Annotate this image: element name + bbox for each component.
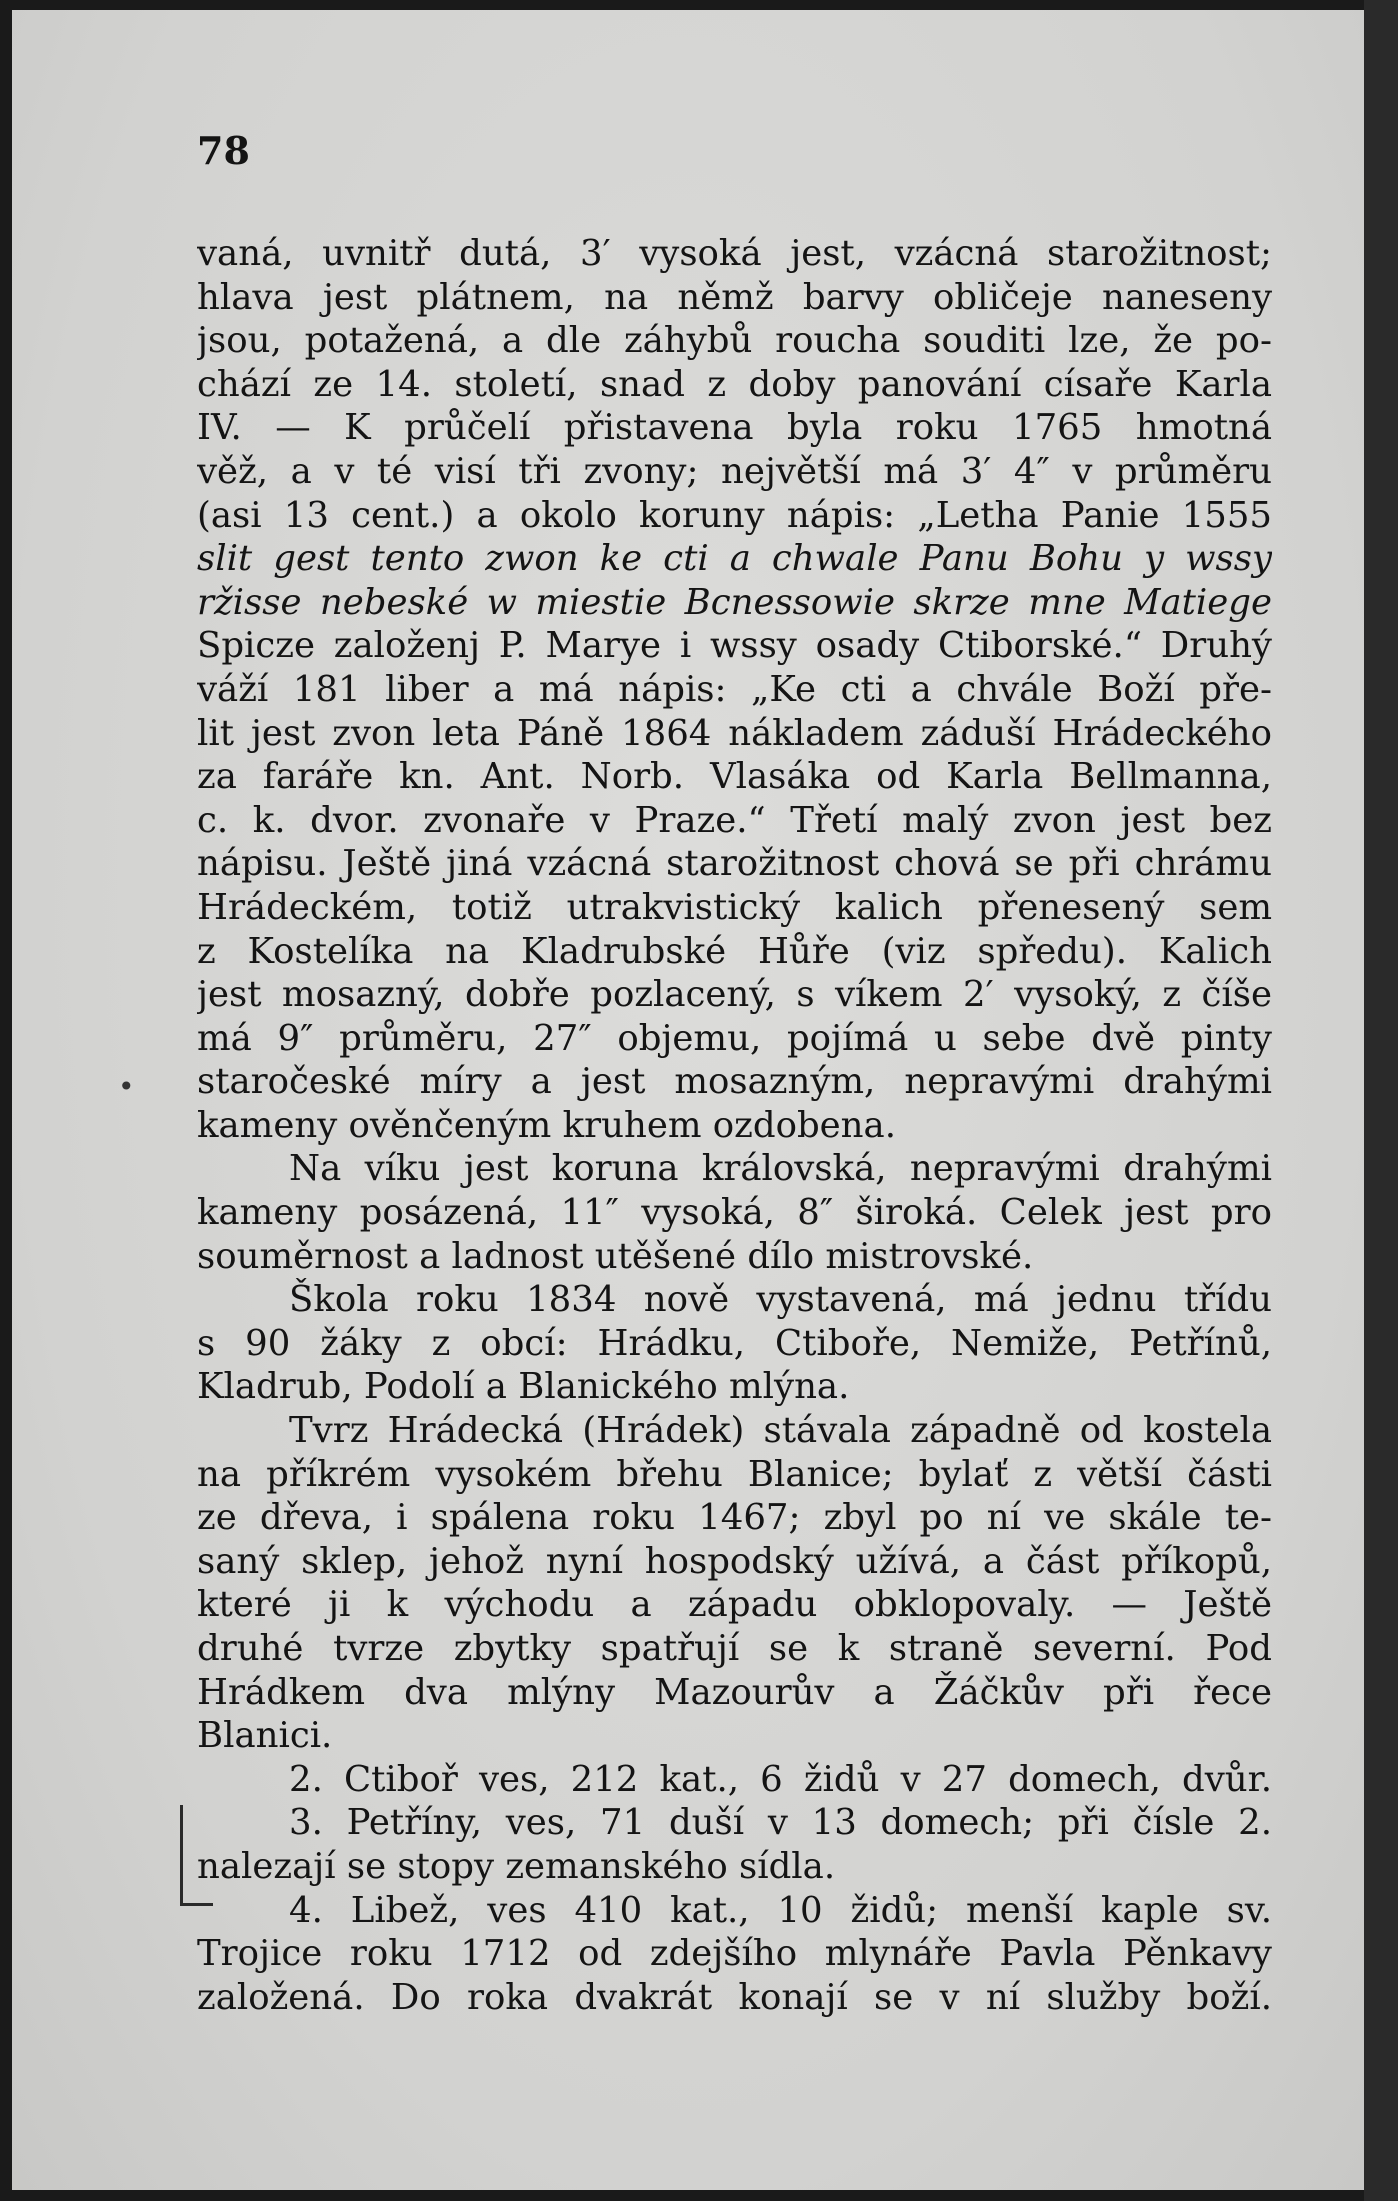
- text-line: s 90 žáky z obcí: Hrádku, Ctiboře, Nemiže, Petřínů,: [197, 1322, 1272, 1364]
- text-line: kameny ověnčeným kruhem ozdobena.: [197, 1104, 896, 1146]
- text-line: Kladrub, Podolí a Blanického mlýna.: [197, 1366, 850, 1408]
- text-line: kameny posázená, 11″ vysoká, 8″ široká. Celek jest pro: [197, 1192, 1272, 1234]
- text-line: jsou, potažená, a dle záhybů roucha souditi lze, že po-: [197, 320, 1272, 362]
- text-line: slit gest tento zwon ke cti a chwale Panu Bohu y wssy: [197, 538, 1272, 580]
- text-line: nalezají se stopy zemanského sídla.: [197, 1845, 836, 1887]
- text-line: Hrádeckém, totiž utrakvistický kalich přenesený sem: [197, 886, 1272, 928]
- text-line: chází ze 14. století, snad z doby panování císaře Karla: [197, 363, 1272, 405]
- text-line: saný sklep, jehož nyní hospodský užívá, a část příkopů,: [197, 1540, 1272, 1582]
- text-line: jest mosazný, dobře pozlacený, s víkem 2′ vysoký, z číše: [197, 974, 1272, 1016]
- text-line: Na víku jest koruna královská, nepravými drahými: [289, 1148, 1272, 1190]
- text-line: Spicze založenj P. Marye i wssy osady Ctiborské.“ Druhý: [197, 625, 1272, 667]
- text-line: ze dřeva, i spálena roku 1467; zbyl po ní ve skále te-: [197, 1497, 1272, 1539]
- text-line: c. k. dvor. zvonaře v Praze.“ Třetí malý zvon jest bez: [197, 799, 1272, 841]
- page-number: 78: [197, 128, 250, 173]
- text-line: Trojice roku 1712 od zdejšího mlynáře Pavla Pěnkavy: [197, 1933, 1272, 1975]
- scan-edge: [1364, 0, 1398, 2201]
- text-line: (asi 13 cent.) a okolo koruny nápis: „Letha Panie 1555: [197, 494, 1272, 536]
- text-line: váží 181 liber a má nápis: „Ke cti a chvále Boží pře-: [197, 668, 1272, 710]
- text-line: z Kostelíka na Kladrubské Hůře (viz spředu). Kalich: [197, 930, 1272, 972]
- text-line: založená. Do roka dvakrát konají se v ní služby boží.: [197, 1976, 1272, 2018]
- text-line: vaná, uvnitř dutá, 3′ vysoká jest, vzácná starožitnost;: [197, 233, 1272, 274]
- text-line: lit jest zvon leta Páně 1864 nákladem záduší Hrádeckého: [197, 712, 1272, 754]
- text-line: 4. Libež, ves 410 kat., 10 židů; menší kaple sv.: [289, 1889, 1272, 1931]
- page-text: [197, 232, 1272, 2019]
- text-line: hlava jest plátnem, na němž barvy obličeje naneseny: [197, 276, 1272, 318]
- text-line: Blanici.: [197, 1715, 333, 1757]
- text-line: které ji k východu a západu obklopovaly. — Ještě: [197, 1584, 1272, 1626]
- text-line: věž, a v té visí tři zvony; největší má 3′ 4″ v průměru: [197, 450, 1272, 492]
- text-line: souměrnost a ladnost utěšené dílo mistrovské.: [197, 1235, 1034, 1277]
- text-line: na příkrém vysokém břehu Blanice; bylať z větší části: [197, 1453, 1272, 1495]
- margin-bracket-mark: [180, 1805, 213, 1906]
- text-line: 3. Petříny, ves, 71 duší v 13 domech; při čísle 2.: [289, 1802, 1272, 1844]
- text-line: za faráře kn. Ant. Norb. Vlasáka od Karla Bellmanna,: [197, 756, 1272, 798]
- text-line: Hrádkem dva mlýny Mazourův a Žáčkův při řece: [197, 1671, 1272, 1713]
- text-line: nápisu. Ještě jiná vzácná starožitnost chová se při chrámu: [197, 843, 1272, 885]
- text-line: má 9″ průměru, 27″ objemu, pojímá u sebe dvě pinty: [197, 1017, 1272, 1059]
- text-line: staročeské míry a jest mosazným, nepravými drahými: [197, 1061, 1272, 1103]
- text-line: Tvrz Hrádecká (Hrádek) stávala západně od kostela: [289, 1410, 1272, 1452]
- margin-dot-mark: •: [118, 1070, 135, 1103]
- text-line: 2. Ctiboř ves, 212 kat., 6 židů v 27 domech, dvůr.: [289, 1758, 1272, 1800]
- text-line: ržisse nebeské w miestie Bcnessowie skrze mne Matiege: [197, 581, 1272, 623]
- text-line: druhé tvrze zbytky spatřují se k straně severní. Pod: [197, 1628, 1272, 1669]
- book-page: [12, 10, 1364, 2190]
- text-line: IV. — K průčelí přistavena byla roku 1765 hmotná: [197, 407, 1272, 449]
- text-line: Škola roku 1834 nově vystavená, má jednu třídu: [289, 1279, 1272, 1321]
